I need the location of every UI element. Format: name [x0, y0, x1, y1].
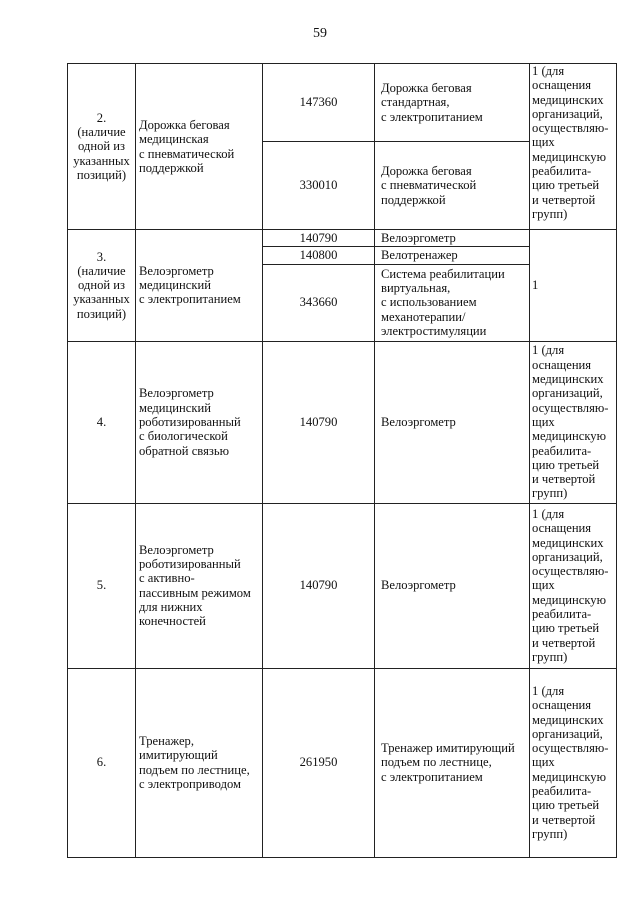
equipment-table [67, 63, 617, 858]
equipment-name: Велоэргометр роботизированный с активно- пассивным режимом для нижних конечностей [136, 503, 263, 668]
equipment-code: 330010 [263, 142, 375, 230]
equipment-code: 140790 [263, 341, 375, 503]
equipment-quantity: 1 (для оснащения медицинских организаций, осуществляю- щих медицинскую реабилита- цию третьей и четвертой групп) [530, 668, 617, 857]
equipment-description: Велоэргометр [375, 341, 530, 503]
equipment-description: Велотренажер [375, 247, 530, 264]
equipment-quantity: 1 [530, 230, 617, 342]
equipment-code: 343660 [263, 264, 375, 341]
equipment-description: Велоэргометр [375, 503, 530, 668]
table-row [68, 64, 617, 142]
equipment-code: 140800 [263, 247, 375, 264]
equipment-description: Тренажер имитирующий подъем по лестнице, с электропитанием [375, 668, 530, 857]
equipment-quantity: 1 (для оснащения медицинских организаций, осуществляю- щих медицинскую реабилита- цию третьей и четвертой групп) [530, 503, 617, 668]
equipment-code: 140790 [263, 230, 375, 247]
row-number: 6. [68, 668, 136, 857]
equipment-name: Тренажер, имитирующий подъем по лестнице, с электроприводом [136, 668, 263, 857]
page-number: 59 [313, 26, 327, 41]
table-row [68, 503, 617, 668]
row-number: 5. [68, 503, 136, 668]
table-row [68, 668, 617, 857]
equipment-code: 140790 [263, 503, 375, 668]
equipment-description: Велоэргометр [375, 230, 530, 247]
row-number: 2. (наличие одной из указанных позиций) [68, 64, 136, 230]
equipment-code: 261950 [263, 668, 375, 857]
equipment-code: 147360 [263, 64, 375, 142]
row-number: 4. [68, 341, 136, 503]
equipment-name: Дорожка беговая медицинская с пневматической поддержкой [136, 64, 263, 230]
equipment-description: Дорожка беговая стандартная, с электропитанием [375, 64, 530, 142]
table-row [68, 230, 617, 247]
equipment-quantity: 1 (для оснащения медицинских организаций, осуществляю- щих медицинскую реабилита- цию третьей и четвертой групп) [530, 341, 617, 503]
equipment-name: Велоэргометр медицинский с электропитанием [136, 230, 263, 342]
equipment-description: Система реабилитации виртуальная, с использованием механотерапии/ электростимуляции [375, 264, 530, 341]
equipment-name: Велоэргометр медицинский роботизированный с биологической обратной связью [136, 341, 263, 503]
equipment-quantity: 1 (для оснащения медицинских организаций, осуществляю- щих медицинскую реабилита- цию третьей и четвертой групп) [530, 64, 617, 230]
row-number: 3. (наличие одной из указанных позиций) [68, 230, 136, 342]
table-row [68, 341, 617, 503]
equipment-description: Дорожка беговая с пневматической поддержкой [375, 142, 530, 230]
